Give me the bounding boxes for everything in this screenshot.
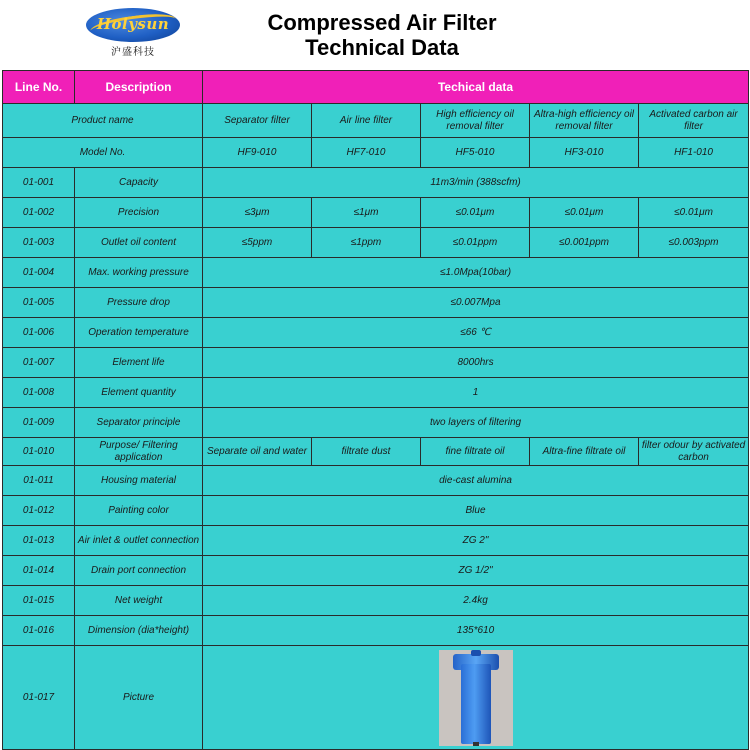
line-no-cell: 01-008 bbox=[3, 378, 75, 408]
table-row bbox=[3, 258, 749, 288]
line-no-cell: 01-007 bbox=[3, 348, 75, 378]
table-row bbox=[3, 496, 749, 526]
value-cell: 2.4kg bbox=[203, 586, 749, 616]
description-cell: Separator principle bbox=[75, 408, 203, 438]
filter-drain-shape bbox=[473, 742, 479, 746]
line-no-cell: 01-005 bbox=[3, 288, 75, 318]
filter-product-image bbox=[439, 650, 513, 746]
line-no-cell: 01-017 bbox=[3, 646, 75, 750]
table-row bbox=[3, 646, 749, 750]
table-row bbox=[3, 318, 749, 348]
line-no-cell: 01-011 bbox=[3, 466, 75, 496]
value-cell: 8000hrs bbox=[203, 348, 749, 378]
value-cell: die-cast alumina bbox=[203, 466, 749, 496]
row-label-model-no: Model No. bbox=[3, 138, 203, 168]
line-no-cell: 01-015 bbox=[3, 586, 75, 616]
value-cell: ZG 1/2" bbox=[203, 556, 749, 586]
row-label-product-name: Product name bbox=[3, 104, 203, 138]
line-no-cell: 01-009 bbox=[3, 408, 75, 438]
value-cell: Altra-fine filtrate oil bbox=[530, 438, 639, 466]
filter-body-shape bbox=[461, 664, 491, 744]
filter-gauge-shape bbox=[471, 650, 481, 656]
description-cell: Element quantity bbox=[75, 378, 203, 408]
model-no-cell: HF1-010 bbox=[639, 138, 749, 168]
description-cell: Outlet oil content bbox=[75, 228, 203, 258]
model-no-cell: HF9-010 bbox=[203, 138, 312, 168]
table-row bbox=[3, 616, 749, 646]
description-cell: Capacity bbox=[75, 168, 203, 198]
model-no-cell: HF5-010 bbox=[421, 138, 530, 168]
logo-text: Holysun bbox=[96, 15, 170, 33]
page-header bbox=[0, 0, 750, 70]
technical-data-table bbox=[2, 70, 749, 750]
line-no-cell: 01-001 bbox=[3, 168, 75, 198]
table-row bbox=[3, 408, 749, 438]
table-row bbox=[3, 526, 749, 556]
table-row bbox=[3, 378, 749, 408]
table-row bbox=[3, 168, 749, 198]
value-cell: ≤0.01μm bbox=[421, 198, 530, 228]
table-row bbox=[3, 466, 749, 496]
table-row bbox=[3, 348, 749, 378]
product-name-cell: Air line filter bbox=[312, 104, 421, 138]
value-cell: ≤1μm bbox=[312, 198, 421, 228]
table-row bbox=[3, 556, 749, 586]
table-row bbox=[3, 288, 749, 318]
line-no-cell: 01-004 bbox=[3, 258, 75, 288]
header-description: Description bbox=[75, 71, 203, 104]
value-cell: ≤1.0Mpa(10bar) bbox=[203, 258, 749, 288]
picture-cell bbox=[203, 646, 749, 750]
description-cell: Dimension (dia*height) bbox=[75, 616, 203, 646]
value-cell: filtrate dust bbox=[312, 438, 421, 466]
description-cell: Housing material bbox=[75, 466, 203, 496]
product-name-cell: Separator filter bbox=[203, 104, 312, 138]
product-name-cell: Activated carbon air filter bbox=[639, 104, 749, 138]
logo-subtext: 沪盛科技 bbox=[111, 47, 155, 58]
line-no-cell: 01-012 bbox=[3, 496, 75, 526]
value-cell: 135*610 bbox=[203, 616, 749, 646]
header-technical-data: Techical data bbox=[203, 71, 749, 104]
description-cell: Air inlet & outlet connection bbox=[75, 526, 203, 556]
description-cell: Picture bbox=[75, 646, 203, 750]
table-row bbox=[3, 138, 749, 168]
value-cell: filter odour by activated carbon bbox=[639, 438, 749, 466]
value-cell: two layers of filtering bbox=[203, 408, 749, 438]
description-cell: Pressure drop bbox=[75, 288, 203, 318]
value-cell: ≤0.01μm bbox=[639, 198, 749, 228]
value-cell: 11m3/min (388scfm) bbox=[203, 168, 749, 198]
product-name-cell: High efficiency oil removal filter bbox=[421, 104, 530, 138]
table-row bbox=[3, 198, 749, 228]
holysun-logo bbox=[86, 8, 180, 58]
value-cell: Blue bbox=[203, 496, 749, 526]
description-cell: Purpose/ Filtering application bbox=[75, 438, 203, 466]
table-row bbox=[3, 228, 749, 258]
description-cell: Painting color bbox=[75, 496, 203, 526]
model-no-cell: HF3-010 bbox=[530, 138, 639, 168]
value-cell: ≤5ppm bbox=[203, 228, 312, 258]
line-no-cell: 01-002 bbox=[3, 198, 75, 228]
line-no-cell: 01-003 bbox=[3, 228, 75, 258]
description-cell: Element life bbox=[75, 348, 203, 378]
model-no-cell: HF7-010 bbox=[312, 138, 421, 168]
value-cell: ≤66 ℃ bbox=[203, 318, 749, 348]
description-cell: Drain port connection bbox=[75, 556, 203, 586]
value-cell: ≤1ppm bbox=[312, 228, 421, 258]
description-cell: Precision bbox=[75, 198, 203, 228]
line-no-cell: 01-006 bbox=[3, 318, 75, 348]
table-row bbox=[3, 586, 749, 616]
description-cell: Max. working pressure bbox=[75, 258, 203, 288]
description-cell: Net weight bbox=[75, 586, 203, 616]
table-row bbox=[3, 104, 749, 138]
value-cell: ≤0.003ppm bbox=[639, 228, 749, 258]
line-no-cell: 01-013 bbox=[3, 526, 75, 556]
title-line-1: Compressed Air Filter bbox=[267, 10, 497, 35]
value-cell: Separate oil and water bbox=[203, 438, 312, 466]
header-line-no: Line No. bbox=[3, 71, 75, 104]
value-cell: 1 bbox=[203, 378, 749, 408]
value-cell: ≤0.001ppm bbox=[530, 228, 639, 258]
title-line-2: Technical Data bbox=[305, 35, 459, 60]
table-header-row bbox=[3, 71, 749, 104]
page-title bbox=[232, 10, 532, 60]
value-cell: ≤0.01μm bbox=[530, 198, 639, 228]
product-name-cell: Altra-high efficiency oil removal filter bbox=[530, 104, 639, 138]
value-cell: ≤0.01ppm bbox=[421, 228, 530, 258]
value-cell: fine filtrate oil bbox=[421, 438, 530, 466]
line-no-cell: 01-010 bbox=[3, 438, 75, 466]
line-no-cell: 01-014 bbox=[3, 556, 75, 586]
value-cell: ≤0.007Mpa bbox=[203, 288, 749, 318]
value-cell: ≤3μm bbox=[203, 198, 312, 228]
table-row bbox=[3, 438, 749, 466]
description-cell: Operation temperature bbox=[75, 318, 203, 348]
value-cell: ZG 2" bbox=[203, 526, 749, 556]
line-no-cell: 01-016 bbox=[3, 616, 75, 646]
